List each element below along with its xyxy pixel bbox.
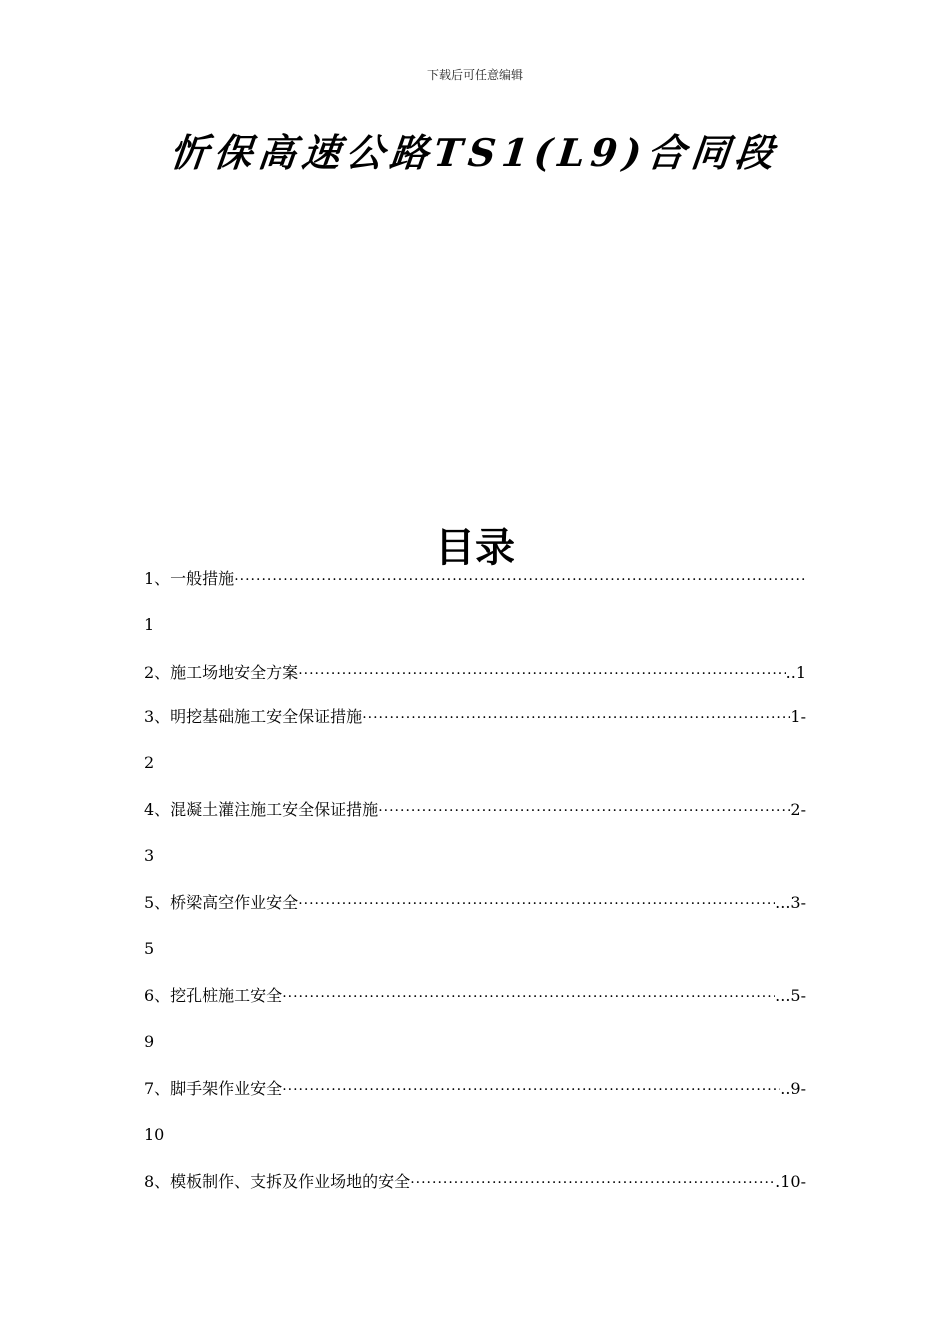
toc-leader-dots <box>234 569 806 591</box>
toc-entry-text: 5、桥梁高空作业安全 <box>144 893 299 912</box>
document-title: 忻保高速公路TS1(L9)合同段 <box>167 130 782 175</box>
toc-entry-2[interactable] <box>144 662 806 685</box>
toc-entry-8[interactable] <box>144 1171 806 1194</box>
toc-entry-page-wrap: 1 <box>144 615 155 634</box>
toc-entry-page: 1- <box>790 707 806 726</box>
toc-entry-4[interactable] <box>144 799 806 865</box>
toc-entry-text: 6、挖孔桩施工安全 <box>144 986 283 1005</box>
toc-entry-6[interactable] <box>144 985 806 1051</box>
header-note: 下载后可任意编辑 <box>426 68 523 82</box>
toc-entry-page: ...3- <box>775 893 806 912</box>
toc-entry-3[interactable] <box>144 706 806 772</box>
toc-entry-text: 3、明挖基础施工安全保证措施 <box>144 707 363 726</box>
toc-entry-text: 1、一般措施 <box>144 569 235 588</box>
toc-entry-text: 7、脚手架作业安全 <box>144 1079 283 1098</box>
toc-heading: 目录 <box>435 525 515 571</box>
toc-leader-dots <box>298 663 785 685</box>
toc-leader-dots <box>282 986 775 1008</box>
toc-entry-page-wrap: 5 <box>144 939 155 958</box>
toc-leader-dots <box>282 1079 780 1101</box>
toc-entry-text: 8、模板制作、支拆及作业场地的安全 <box>144 1172 411 1191</box>
toc-leader-dots <box>410 1172 775 1194</box>
toc-entry-page: .10- <box>775 1172 806 1191</box>
toc-entry-text: 2、施工场地安全方案 <box>144 663 299 682</box>
toc-entry-text: 4、混凝土灌注施工安全保证措施 <box>144 800 379 819</box>
toc-leader-dots <box>298 893 775 915</box>
toc-entry-page-wrap: 2 <box>144 753 155 772</box>
toc-entry-1[interactable] <box>144 568 806 634</box>
toc-entry-page-wrap: 3 <box>144 846 155 865</box>
toc-leader-dots <box>378 800 790 822</box>
toc-entry-7[interactable] <box>144 1078 806 1144</box>
toc-entry-page: ..9- <box>780 1079 806 1098</box>
toc-entry-page: ...5- <box>775 986 806 1005</box>
toc-entry-5[interactable] <box>144 892 806 958</box>
toc-entry-page: 2- <box>790 800 806 819</box>
toc-leader-dots <box>362 707 790 729</box>
toc-entry-page-wrap: 10 <box>144 1125 165 1144</box>
toc-entry-page-wrap: 9 <box>144 1032 155 1051</box>
toc-entry-page: ..1 <box>785 663 806 682</box>
